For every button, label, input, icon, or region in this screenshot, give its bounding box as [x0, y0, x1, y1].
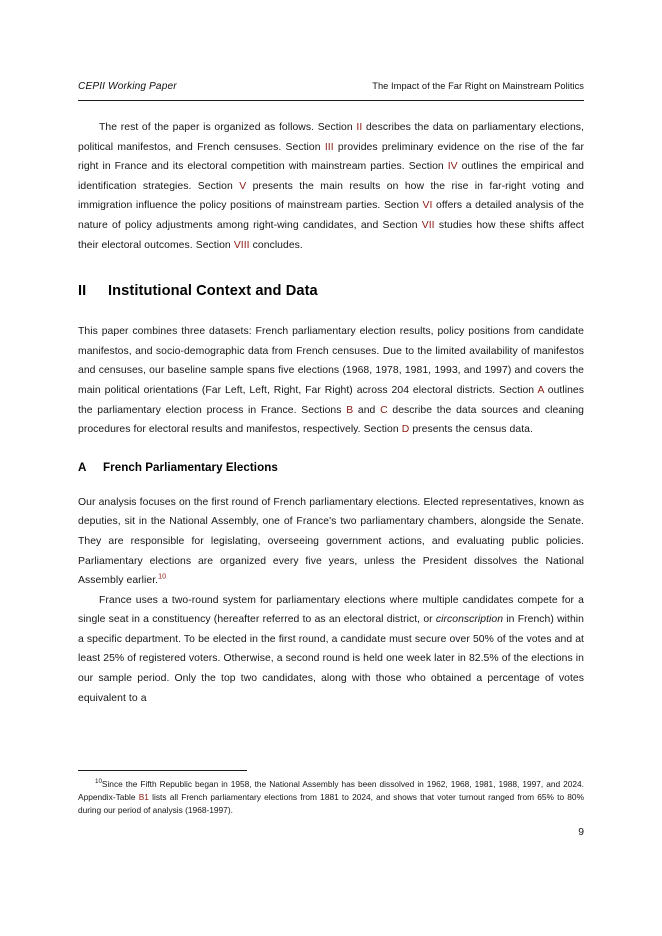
paragraph-two-round-system: [78, 591, 584, 709]
section-ref-vi[interactable]: VI: [422, 200, 433, 212]
section-ref-d[interactable]: D: [401, 424, 410, 436]
spacer: [78, 476, 584, 493]
footnote-separator-rule: [78, 770, 247, 771]
text-run: describes the data on parliamentary elections, political manifestos, and French censuses. Section: [78, 122, 584, 153]
text-run: describe the data sources and cleaning procedures for electoral results and manifestos, respectively. Section: [78, 404, 584, 436]
page-number: 9: [578, 827, 584, 838]
running-header-left: CEPII Working Paper: [78, 81, 177, 92]
text-run: Our analysis focuses on the first round of French parliamentary elections. Elected representatives, known as deputies, sit in the National Assembly, one of France's two parliamentary chambers, alongside the Senate. They are responsible for legislating, overseeing government actions, and evaluating public policies. Parliamentary elections are organized every five years, unless the President dissolves the National Assembly earlier.: [78, 496, 584, 587]
paragraph-deputies: [78, 493, 584, 591]
footnote-marker-10[interactable]: 10: [158, 571, 167, 581]
spacer: [78, 301, 584, 322]
text-column: [78, 118, 584, 708]
running-header: [78, 80, 584, 93]
subsection-title: French Parliamentary Elections: [103, 460, 278, 474]
text-run: and: [353, 404, 381, 416]
section-ref-c[interactable]: C: [380, 404, 388, 416]
appendix-table-ref-b1[interactable]: B1: [138, 792, 149, 803]
spacer: [78, 255, 584, 281]
text-run: outlines the empirical and identification strategies. Section: [78, 161, 584, 192]
text-run: lists all French parliamentary elections from 1881 to 2024, and shows that voter turnout ranged from 65% to 80% during our period of analysis (1968-1997).: [78, 792, 584, 816]
section-title: Institutional Context and Data: [108, 283, 318, 300]
section-ref-b[interactable]: B: [346, 404, 354, 416]
italic-term-circonscription: circonscription: [435, 614, 504, 626]
paragraph-datasets: [78, 322, 584, 440]
text-run: concludes.: [249, 239, 303, 251]
text-run: in French) within a specific department. To be elected in the first round, a candidate must secure over 50% of the votes and at least 25% of registered voters. Otherwise, a second round is held one week later in 82.5% of the elections in our sample period. Only the top two candidates, along with those who obtained a percentage of votes equivalent to a: [78, 614, 584, 704]
text-run: studies how these shifts affect their electoral outcomes. Section: [78, 219, 584, 251]
section-ref-v[interactable]: V: [239, 180, 247, 192]
header-rule: [78, 100, 584, 101]
text-run: The rest of the paper is organized as follows. Section: [99, 122, 357, 133]
section-ref-vii[interactable]: VII: [421, 219, 435, 231]
text-run: offers a detailed analysis of the nature of policy adjustments among right-wing candidates, and Section: [78, 200, 584, 231]
subsection-heading-a: [78, 460, 584, 476]
section-number: II: [78, 283, 87, 300]
footnote-area: [78, 770, 584, 818]
footnote-10: [78, 778, 584, 818]
text-run: presents the main results on how the rise in far-right voting and immigration influence the policy positions of mainstream parties. Section: [78, 180, 584, 212]
text-run: provides preliminary evidence on the rise of the far right in France and its electoral competition with mainstream parties. Section: [78, 141, 584, 173]
section-ref-viii[interactable]: VIII: [233, 239, 250, 251]
section-ref-iii[interactable]: III: [324, 141, 334, 153]
section-ref-ii[interactable]: II: [356, 122, 363, 133]
text-run: France uses a two-round system for parliamentary elections where multiple candidates compete for a single seat in a constituency (hereafter referred to as an electoral district, or: [78, 594, 584, 626]
footnote-number: 10: [95, 778, 102, 786]
spacer: [78, 440, 584, 460]
text-run: Since the Fifth Republic began in 1958, the National Assembly has been dissolved in 1962, 1968, 1981, 1988, 1997, and 2024. Appendix-Table: [78, 779, 584, 803]
paragraph-roadmap: [78, 118, 584, 255]
section-ref-a[interactable]: A: [537, 384, 544, 396]
section-ref-iv[interactable]: IV: [447, 161, 458, 173]
subsection-number: A: [78, 460, 87, 474]
running-header-right: The Impact of the Far Right on Mainstream Politics: [372, 81, 584, 91]
text-run: presents the census data.: [409, 424, 533, 436]
section-heading-ii: [78, 281, 584, 301]
text-run: outlines the parliamentary election process in France. Sections: [78, 384, 584, 416]
text-run: This paper combines three datasets: French parliamentary election results, policy positions from candidate manifestos, and socio-demographic data from French censuses. Due to the limited availability of manifestos and censuses, our baseline sample spans five elections (1968, 1978, 1981, 1993, and 1997) and covers the main political orientations (Far Left, Left, Right, Far Right) across 204 electoral districts. Section: [78, 326, 584, 396]
